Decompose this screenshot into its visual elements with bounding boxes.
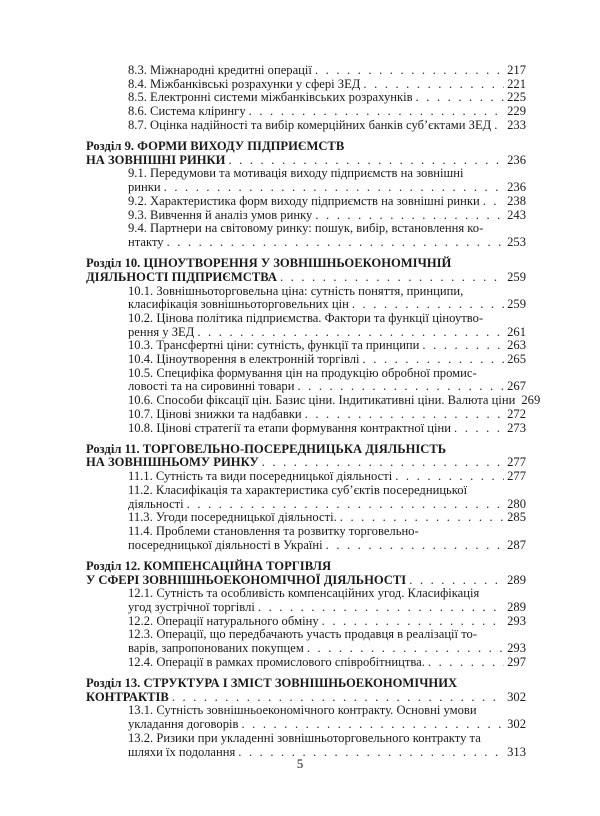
- toc-section-entry: [86, 78, 526, 92]
- entry-text-line: 10.2. Цінова політика підприємства. Фактори та функції ціноутво-: [128, 310, 484, 325]
- entry-text-line: діяльності: [128, 496, 184, 511]
- toc-section-entry: [86, 195, 526, 209]
- dot-leader: [262, 456, 504, 470]
- entry-page-number: 280: [507, 496, 526, 511]
- entry-text-line: 13.1. Сутність зовнішньоекономічного контракту. Основні умови: [128, 703, 477, 718]
- dot-leader: [228, 154, 504, 168]
- toc-section-entry: [86, 119, 526, 133]
- entry-text-line: 12.1. Сутність та особливість компенсаційних угод. Класифікація: [128, 586, 480, 601]
- entry-last-line: [128, 511, 526, 525]
- toc-section-entry: [86, 656, 526, 670]
- entry-last-line: [128, 642, 526, 656]
- entry-page-number: 261: [507, 324, 526, 339]
- dot-leader: [305, 408, 504, 422]
- entry-last-line: [128, 339, 526, 353]
- entry-text-line: 8.6. Система клірингу: [128, 104, 246, 119]
- entry-text-line: 10.8. Цінові стратегії та етапи формування контрактної ціни: [128, 420, 452, 435]
- entry-page-number: 302: [507, 717, 526, 732]
- entry-text-line: 11.4. Проблеми становлення та розвитку торговельно-: [128, 524, 419, 538]
- toc-chapter: [86, 677, 526, 759]
- dot-leader: [363, 78, 504, 92]
- toc-section-entry: [86, 525, 526, 552]
- entry-page-number: 302: [507, 689, 526, 704]
- entry-page-number: 269: [521, 393, 541, 408]
- entry-page-number: 253: [507, 234, 526, 249]
- entry-page-number: 297: [507, 654, 526, 669]
- dot-leader: [422, 339, 504, 353]
- entry-page-number: 225: [507, 90, 526, 105]
- dot-leader: [297, 380, 504, 394]
- entry-page-number: 259: [507, 269, 526, 284]
- entry-page-number: 243: [507, 207, 526, 222]
- table-of-contents: [86, 63, 541, 759]
- dot-leader: [428, 656, 504, 670]
- toc-section-entry: [86, 408, 526, 422]
- entry-last-line: [128, 91, 526, 105]
- toc-section-entry: [86, 105, 526, 119]
- chapter-heading: [86, 677, 526, 704]
- entry-page-number: 287: [507, 537, 526, 552]
- dot-leader: [315, 64, 504, 78]
- entry-page-number: 289: [507, 572, 526, 587]
- entry-text-line: Розділ 9. ФОРМИ ВИХОДУ ПІДПРИЄМСТВ: [86, 139, 345, 154]
- entry-text-line: 9.4. Партнери на світовому ринку: пошук, вибір, встановлення ко-: [128, 221, 484, 236]
- entry-text-line: 8.5. Електронні системи міжбанківських розрахунків: [128, 90, 413, 105]
- entry-last-line: [128, 380, 526, 394]
- dot-leader: [326, 539, 504, 553]
- dot-leader: [494, 119, 504, 133]
- entry-page-number: 233: [507, 117, 526, 132]
- entry-last-line: [128, 422, 526, 436]
- toc-section-entry: [86, 704, 526, 731]
- toc-chapter: [86, 256, 541, 435]
- entry-text-line: варів, запропонованих покупцем: [128, 641, 304, 656]
- entry-last-line: [128, 393, 541, 408]
- dot-leader: [241, 718, 504, 732]
- dot-leader: [187, 498, 504, 512]
- dot-leader: [363, 353, 505, 367]
- entry-last-line: [128, 209, 526, 223]
- dot-leader: [483, 195, 504, 209]
- dot-leader: [197, 326, 504, 340]
- toc-section-entry: [86, 422, 526, 436]
- dot-leader: [409, 574, 504, 588]
- toc-section-entry: [86, 615, 526, 629]
- dot-leader: [340, 511, 504, 525]
- entry-page-number: 285: [507, 510, 526, 525]
- entry-text-line: У СФЕРІ ЗОВНІШНЬОЕКОНОМІЧНОЇ ДІЯЛЬНОСТІ: [86, 572, 407, 587]
- entry-text-line: НА ЗОВНІШНІ РИНКИ: [86, 152, 226, 167]
- entry-text-line: 10.7. Цінові знижки та надбавки: [128, 406, 302, 421]
- entry-page-number: 221: [507, 76, 526, 91]
- entry-text-line: КОНТРАКТІВ: [86, 689, 169, 704]
- dot-leader: [454, 422, 504, 436]
- entry-last-line: [86, 691, 526, 705]
- entry-last-line: [86, 456, 526, 470]
- entry-text-line: 8.4. Міжбанківські розрахунки у сфері ЗЕД: [128, 76, 361, 91]
- toc-section-entry: [86, 367, 526, 394]
- entry-page-number: 272: [507, 406, 526, 421]
- toc-section-entry: [86, 587, 526, 614]
- entry-page-number: 217: [507, 63, 526, 77]
- entry-text-line: Розділ 11. ТОРГОВЕЛЬНО-ПОСЕРЕДНИЦЬКА ДІЯЛЬНІСТЬ: [86, 441, 447, 456]
- entry-page-number: 259: [507, 297, 526, 312]
- entry-page-number: 236: [507, 180, 526, 195]
- entry-text-line: укладання договорів: [128, 717, 239, 732]
- entry-text-line: 11.1. Сутність та види посередницької діяльності: [128, 469, 393, 484]
- entry-page-number: 277: [507, 469, 526, 484]
- entry-last-line: [128, 353, 526, 367]
- entry-text-line: 10.4. Ціноутворення в електронній торгівлі: [128, 352, 360, 367]
- entry-last-line: [128, 195, 526, 209]
- entry-page-number: 277: [507, 455, 526, 470]
- entry-text-line: 11.2. Класифікація та характеристика суб’єктів посередницької: [128, 482, 468, 497]
- entry-last-line: [128, 615, 526, 629]
- toc-section-entry: [86, 167, 526, 194]
- entry-page-number: 236: [507, 152, 526, 167]
- entry-text-line: 9.3. Вивчення й аналіз умов ринку: [128, 207, 313, 222]
- page-number: 5: [296, 756, 304, 771]
- entry-text-line: ДІЯЛЬНОСТІ ПІДПРИЄМСТВА: [86, 269, 277, 284]
- entry-text-line: ринки: [128, 180, 161, 195]
- toc-section-entry: [86, 353, 526, 367]
- entry-last-line: [128, 656, 526, 670]
- entry-last-line: [128, 119, 526, 133]
- entry-text-line: 10.6. Способи фіксації цін. Базис ціни. Індитикативні ціни. Валюта ціни: [128, 393, 516, 408]
- dot-leader: [322, 615, 504, 629]
- toc-section-entry: [86, 222, 526, 249]
- entry-text-line: Розділ 10. ЦІНОУТВОРЕННЯ У ЗОВНІШНЬОЕКОНОМІЧНІЙ: [86, 256, 452, 271]
- chapter-heading: [86, 560, 526, 587]
- entry-text-line: 10.5. Специфіка формування цін на продукцію обробної промис-: [128, 365, 477, 380]
- entry-text-line: 12.2. Операції натурального обміну: [128, 613, 319, 628]
- dot-leader: [164, 181, 504, 195]
- dot-leader: [352, 298, 504, 312]
- entry-text-line: 10.1. Зовнішньоторговельна ціна: сутність поняття, принципи,: [128, 283, 464, 298]
- entry-text-line: 8.3. Міжнародні кредитні операції: [128, 63, 312, 77]
- chapter-heading: [86, 140, 526, 167]
- entry-text-line: 8.7. Оцінка надійності та вибір комерційних банків суб’єктами ЗЕД: [128, 117, 492, 132]
- dot-leader: [416, 91, 505, 105]
- entry-text-line: Розділ 13. СТРУКТУРА І ЗМІСТ ЗОВНІШНЬОЕКОНОМІЧНИХ: [86, 676, 458, 691]
- entry-last-line: [128, 181, 526, 195]
- entry-last-line: [86, 154, 526, 168]
- entry-text-line: класифікація зовнішньоторговельних цін: [128, 297, 349, 312]
- entry-text-line: ловості та на сировинні товари: [128, 379, 295, 394]
- dot-leader: [280, 271, 504, 285]
- entry-text-line: нтакту: [128, 234, 164, 249]
- entry-text-line: 9.1. Передумови та мотивація виходу підприємств на зовнішні: [128, 166, 464, 181]
- entry-last-line: [128, 326, 526, 340]
- toc-section-entry: [86, 285, 526, 312]
- entry-page-number: 289: [507, 600, 526, 615]
- entry-text-line: 10.3. Трансфертні ціни: сутність, функції та принципи: [128, 338, 420, 353]
- dot-leader: [167, 236, 505, 250]
- entry-text-line: 12.3. Операції, що передбачають участь продавця в реалізації то-: [128, 627, 478, 642]
- entry-page-number: 293: [507, 613, 526, 628]
- entry-text-line: посередницької діяльності в Україні: [128, 537, 323, 552]
- entry-text-line: шляхи їх подолання: [128, 744, 236, 759]
- entry-page-number: 313: [507, 744, 526, 759]
- dot-leader: [249, 105, 504, 119]
- toc-section-entry: [86, 628, 526, 655]
- entry-text-line: 11.3. Угоди посередницької діяльності.: [128, 510, 337, 525]
- entry-text-line: НА ЗОВНІШНЬОМУ РИНКУ: [86, 455, 259, 470]
- entry-last-line: [128, 298, 526, 312]
- entry-last-line: [128, 408, 526, 422]
- toc-section-entry: [86, 91, 526, 105]
- chapter-heading: [86, 443, 526, 470]
- dot-leader: [307, 642, 504, 656]
- toc-chapter: [86, 64, 526, 133]
- entry-last-line: [128, 539, 526, 553]
- entry-last-line: [128, 78, 526, 92]
- entry-last-line: [128, 498, 526, 512]
- entry-last-line: [128, 470, 526, 484]
- entry-text-line: угод зустрічної торгівлі: [128, 600, 255, 615]
- entry-last-line: [86, 574, 526, 588]
- entry-page-number: 293: [507, 641, 526, 656]
- dot-leader: [172, 691, 504, 705]
- toc-section-entry: [86, 64, 526, 78]
- toc-chapter: [86, 443, 526, 553]
- entry-page-number: 238: [507, 193, 526, 208]
- toc-section-entry: [86, 484, 526, 511]
- entry-text-line: 9.2. Характеристика форм виходу підприємств на зовнішні ринки: [128, 193, 480, 208]
- entry-page-number: 265: [507, 352, 526, 367]
- chapter-heading: [86, 257, 526, 284]
- entry-last-line: [86, 271, 526, 285]
- entry-last-line: [128, 105, 526, 119]
- toc-section-entry: [86, 312, 526, 339]
- toc-section-entry: [86, 209, 526, 223]
- entry-page-number: 229: [507, 104, 526, 119]
- entry-last-line: [128, 236, 526, 250]
- entry-last-line: [128, 64, 526, 78]
- entry-text-line: 12.4. Операції в рамках промислового співробітництва.: [128, 654, 425, 669]
- toc-section-entry: [86, 470, 526, 484]
- entry-last-line: [128, 718, 526, 732]
- entry-page-number: 273: [507, 420, 526, 435]
- entry-text-line: 13.2. Ризики при укладенні зовнішньоторговельного контракту та: [128, 730, 481, 745]
- toc-section-entry: [86, 339, 526, 353]
- entry-page-number: 267: [507, 379, 526, 394]
- entry-text-line: Розділ 12. КОМПЕНСАЦІЙНА ТОРГІВЛЯ: [86, 558, 332, 573]
- toc-chapter: [86, 140, 526, 250]
- dot-leader: [258, 601, 504, 615]
- entry-last-line: [128, 601, 526, 615]
- dot-leader: [395, 470, 504, 484]
- toc-chapter: [86, 560, 526, 670]
- toc-section-entry: [86, 511, 526, 525]
- toc-section-entry: [86, 393, 541, 408]
- dot-leader: [315, 209, 504, 223]
- entry-text-line: рення у ЗЕД: [128, 324, 195, 339]
- entry-page-number: 263: [507, 338, 526, 353]
